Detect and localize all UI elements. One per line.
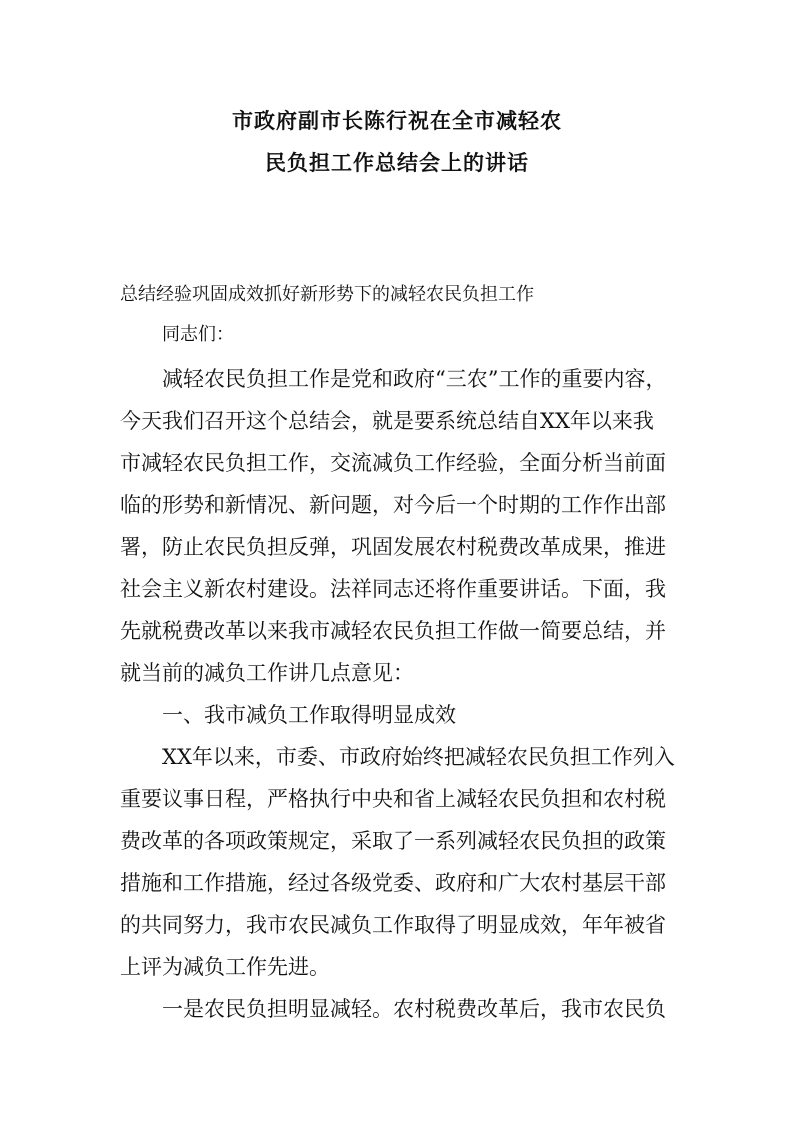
heading-line: 一、我市减负工作取得明显成效: [162, 703, 456, 727]
document-subtitle: 总结经验巩固成效抓好新形势下的减轻农民负担工作: [120, 284, 534, 305]
salutation: 同志们：: [162, 324, 234, 345]
title-line: 市政府副市长陈行祝在全市减轻农: [232, 108, 562, 133]
paragraph-intro: [120, 358, 680, 694]
title-line: 民负担工作总结会上的讲话: [265, 150, 529, 175]
text-line: 重要议事日程，严格执行中央和省上减轻农民负担和农村税: [120, 787, 666, 811]
section-heading: [120, 694, 680, 736]
text-line: 减轻农民负担工作是党和政府“三农”工作的重要内容，: [162, 367, 667, 391]
text-line: 署，防止农民负担反弹，巩固发展农村税费改革成果，推进: [120, 535, 666, 559]
text-line: 的共同努力，我市农民减负工作取得了明显成效，年年被省: [120, 913, 666, 937]
text-line: 费改革的各项政策规定，采取了一系列减轻农民负担的政策: [120, 829, 666, 853]
text-line: 措施和工作措施，经过各级党委、政府和广大农村基层干部: [120, 871, 666, 895]
text-line: 临的形势和新情况、新问题，对今后一个时期的工作作出部: [120, 493, 666, 517]
text-line: 社会主义新农村建设。法祥同志还将作重要讲话。下面，我: [120, 577, 666, 601]
text-line: 市减轻农民负担工作，交流减负工作经验，全面分析当前面: [120, 451, 666, 475]
text-line: 今天我们召开这个总结会，就是要系统总结自XX年以来我: [120, 409, 654, 433]
speech-body: [120, 358, 680, 1030]
text-line: XX年以来，市委、市政府始终把减轻农民负担工作列入: [162, 745, 675, 769]
document-title: [100, 100, 694, 184]
text-line: 先就税费改革以来我市减轻农民负担工作做一简要总结，并: [120, 619, 666, 643]
text-line: 一是农民负担明显减轻。农村税费改革后，我市农民负: [162, 997, 666, 1021]
text-line: 就当前的减负工作讲几点意见：: [120, 661, 414, 685]
text-line: 上评为减负工作先进。: [120, 955, 330, 979]
paragraph-point-one: [120, 988, 680, 1030]
paragraph-achievements: [120, 736, 680, 988]
